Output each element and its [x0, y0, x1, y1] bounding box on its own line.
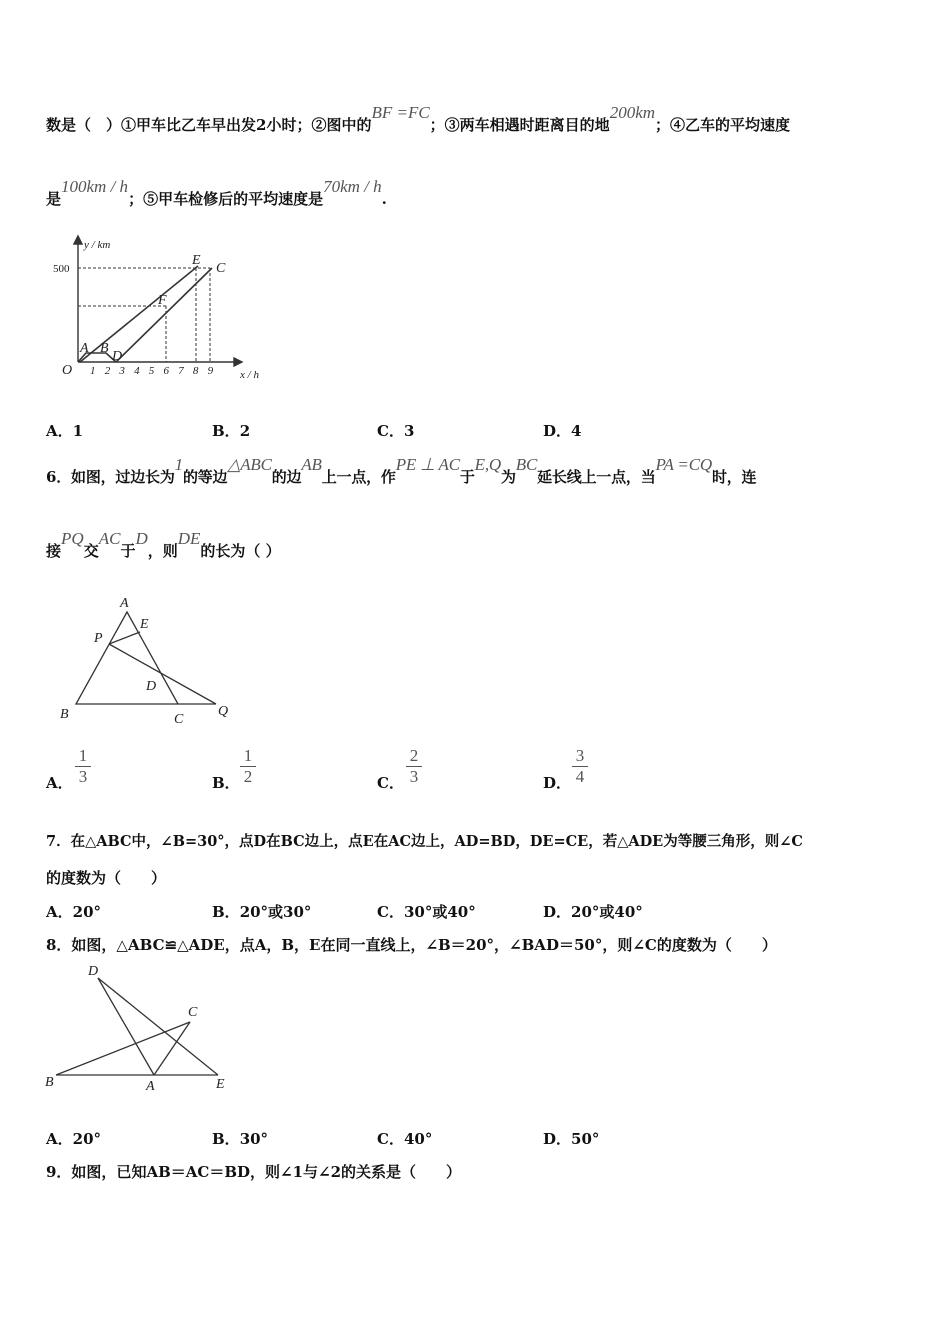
fraction-denominator: 3	[409, 767, 419, 786]
triangle-abc	[76, 612, 178, 704]
q5-text: 数是（ ）①甲车比乙车早出发2小时；②图中的	[46, 116, 372, 134]
x-tick-4: 4	[134, 365, 140, 377]
point-b-label: B	[100, 341, 109, 356]
label-e: E	[216, 1077, 225, 1092]
y-tick-500: 500	[53, 263, 70, 275]
x-tick-labels	[90, 365, 214, 377]
q6-text: 于	[120, 542, 136, 560]
q8-option-a[interactable]	[46, 1128, 101, 1149]
option-letter: A．	[46, 422, 73, 440]
y-axis-arrow	[74, 236, 82, 244]
option-letter: B．	[212, 422, 240, 440]
q5-option-d[interactable]	[543, 420, 581, 441]
fraction-numerator: 3	[572, 746, 588, 767]
x-axis-label: x / h	[240, 369, 259, 381]
q6-text: 接	[46, 542, 62, 560]
q5-distance-time-graph	[50, 232, 260, 384]
label-c: C	[188, 1005, 198, 1020]
option-letter: C．	[377, 1130, 404, 1148]
q6-option-d-fraction	[572, 746, 588, 787]
math-200km: 200km	[609, 103, 656, 122]
option-letter: D．	[543, 774, 572, 792]
x-tick-6: 6	[163, 365, 169, 377]
x-tick-9: 9	[207, 365, 214, 377]
math-pq: PQ	[61, 529, 84, 548]
option-letter: D．	[543, 1130, 572, 1148]
math-ac: AC	[98, 529, 121, 548]
point-a-label: A	[80, 341, 89, 356]
q9-line-1: 9．如图，已知AB＝AC＝BD，则∠1与∠2的关系是（ ）	[46, 1163, 462, 1181]
q6-text: 时，连	[711, 468, 757, 486]
q8-option-c[interactable]	[377, 1128, 432, 1149]
label-q: Q	[218, 704, 229, 719]
option-text: 4	[571, 422, 582, 440]
option-text: 20°	[72, 1130, 102, 1148]
q7-line-1: 7．在△ABC中，∠B=30°，点D在BC边上，点E在AC边上，AD=BD，DE=CE，若△ADE为等腰三角形，则∠C	[46, 833, 803, 850]
q8-option-b[interactable]	[212, 1128, 268, 1149]
x-tick-8: 8	[192, 365, 199, 377]
math-d: D	[135, 529, 148, 548]
q6-option-b-fraction	[240, 746, 256, 787]
q7-option-c[interactable]	[377, 901, 476, 922]
math-pe-perp-ac: PE ⊥ AC	[395, 455, 460, 474]
x-tick-7: 7	[178, 365, 184, 377]
math-70kmh: 70km / h	[323, 177, 382, 196]
origin-label: O	[62, 363, 73, 378]
option-text: 1	[72, 422, 84, 440]
q6-line-2	[46, 529, 281, 561]
fraction-denominator: 3	[78, 767, 88, 786]
segment-bc	[56, 1022, 190, 1075]
segment-pq	[109, 644, 216, 704]
q8-triangle-figure	[42, 958, 242, 1098]
q6-text: 延长线上一点，当	[537, 468, 656, 486]
car-yi-line	[116, 268, 212, 362]
option-text: 3	[403, 422, 415, 440]
math-bc: BC	[515, 455, 538, 474]
option-letter: C．	[377, 903, 404, 921]
label-e: E	[140, 617, 149, 632]
math-100kmh: 100km / h	[61, 177, 129, 196]
q5-text: ；③两车相遇时距离目的地	[429, 116, 610, 134]
segment-pe	[109, 632, 140, 644]
option-text: 50°	[571, 1130, 600, 1148]
q6-option-b[interactable]	[212, 772, 240, 793]
fraction-numerator: 1	[75, 746, 91, 767]
q6-text: 的边	[271, 468, 302, 486]
option-text: 40°	[403, 1130, 433, 1148]
label-p: P	[94, 631, 103, 646]
option-text: 30°或40°	[403, 903, 476, 921]
fraction-denominator: 2	[243, 767, 253, 786]
x-tick-2: 2	[104, 365, 111, 377]
math-triangle-abc: △ABC	[227, 455, 272, 474]
car-jia-line	[80, 266, 198, 362]
q6-text: 为	[500, 468, 516, 486]
label-a: A	[120, 596, 129, 611]
q6-text: 交	[83, 542, 99, 560]
q7-line-2: 的度数为（ ）	[46, 869, 167, 887]
q5-option-a[interactable]	[46, 420, 83, 441]
math-pa-cq: PA =CQ	[655, 455, 712, 474]
fraction-numerator: 2	[406, 746, 422, 767]
q5-line-2	[46, 177, 387, 209]
q5-text: ；④乙车的平均速度	[655, 116, 791, 134]
x-tick-3: 3	[119, 365, 125, 377]
q6-text: 的长为（ ）	[200, 542, 281, 560]
q5-text: .	[381, 190, 387, 208]
x-tick-5: 5	[148, 365, 155, 377]
option-text: 2	[239, 422, 251, 440]
q6-text: 6．如图，过边长为	[46, 468, 175, 486]
q8-option-d[interactable]	[543, 1128, 599, 1149]
q7-option-b[interactable]	[212, 901, 311, 922]
option-text: 20°或30°	[239, 903, 312, 921]
option-letter: D．	[543, 422, 572, 440]
option-letter: A．	[46, 774, 73, 792]
option-letter: C．	[377, 774, 404, 792]
option-text: 30°	[239, 1130, 269, 1148]
option-text: 20°或40°	[571, 903, 643, 921]
option-letter: B．	[212, 774, 240, 792]
label-d: D	[146, 679, 157, 694]
q6-triangle-figure	[52, 590, 242, 730]
q6-option-c[interactable]	[377, 772, 404, 793]
q7-option-a[interactable]	[46, 901, 101, 922]
q8-line-1: 8．如图，△ABC≌△ADE，点A，B，E在同一直线上，∠B＝20°，∠BAD＝50°，则∠C的度数为（ ）	[46, 936, 777, 954]
point-c-label: C	[216, 261, 226, 276]
q6-text: ，则	[147, 542, 178, 560]
q6-option-c-fraction	[406, 746, 422, 787]
q7-option-d[interactable]	[543, 901, 643, 922]
q6-text: 的等边	[182, 468, 228, 486]
option-letter: A．	[46, 903, 73, 921]
x-axis-arrow	[234, 358, 242, 366]
q5-text: ；⑤甲车检修后的平均速度是	[128, 190, 324, 208]
point-e-label: E	[192, 253, 201, 268]
x-tick-1: 1	[90, 365, 96, 377]
option-letter: B．	[212, 1130, 240, 1148]
fraction-denominator: 4	[575, 767, 585, 786]
q6-option-d[interactable]	[543, 772, 571, 793]
point-d-label: D	[112, 349, 123, 364]
option-letter: D．	[543, 903, 572, 921]
y-axis-label: y / km	[84, 239, 111, 251]
segment-de	[98, 978, 218, 1075]
option-letter: C．	[377, 422, 404, 440]
q6-option-a[interactable]	[46, 772, 73, 793]
q5-option-c[interactable]	[377, 420, 414, 441]
q6-text: 于	[459, 468, 475, 486]
fraction-numerator: 1	[240, 746, 256, 767]
q5-option-b[interactable]	[212, 420, 250, 441]
label-b: B	[45, 1075, 54, 1090]
label-d: D	[88, 964, 99, 979]
q5-text: 是	[46, 190, 62, 208]
label-b: B	[60, 707, 69, 722]
label-c: C	[174, 712, 184, 727]
option-letter: B．	[212, 903, 240, 921]
math-ab: AB	[301, 455, 322, 474]
point-f-label: F	[158, 293, 167, 308]
math-1: 1	[174, 455, 183, 474]
q6-text: 上一点，作	[321, 468, 396, 486]
option-letter: A．	[46, 1130, 73, 1148]
label-a: A	[146, 1079, 155, 1094]
q6-option-a-fraction	[75, 746, 91, 787]
math-de: DE	[177, 529, 201, 548]
math-bf-fc: BF =FC	[371, 103, 430, 122]
q6-line-1	[46, 455, 757, 487]
segment-da	[98, 978, 154, 1075]
q5-line-1	[46, 103, 791, 135]
option-text: 20°	[72, 903, 102, 921]
math-e-q: E,Q	[474, 455, 501, 474]
